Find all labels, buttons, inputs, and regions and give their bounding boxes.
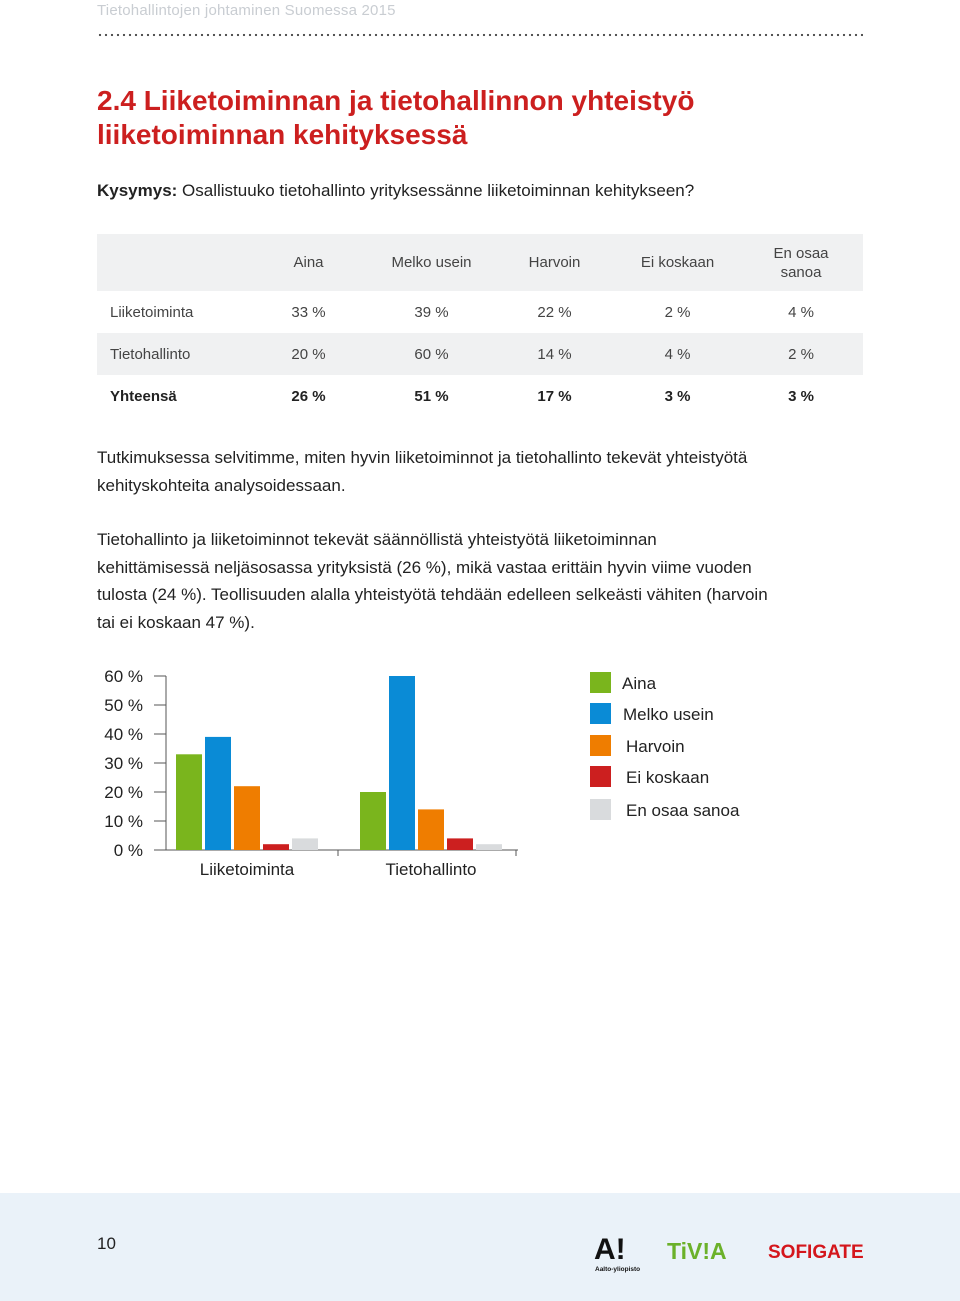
table-header-cell: Harvoin [528, 254, 581, 271]
paragraph-line: Tutkimuksessa selvitimme, miten hyvin liiketoiminnot ja tietohallinto tekevät yhteistyötä [97, 448, 748, 467]
legend-swatch [590, 703, 611, 724]
paragraph-2 [97, 526, 867, 636]
row-label: Liiketoiminta [110, 303, 194, 321]
x-category-label: Tietohallinto [385, 860, 477, 879]
table-header-cell: Aina [293, 254, 324, 271]
table-cell: 33 % [291, 303, 326, 321]
dotted-divider [97, 33, 863, 37]
legend-swatch [590, 799, 611, 820]
bar [476, 844, 502, 850]
x-category-label: Liiketoiminta [199, 860, 295, 879]
bar [447, 838, 473, 850]
y-tick-label: 40 % [104, 725, 143, 744]
section-title-line-1: 2.4 Liiketoiminnan ja tietohallinnon yhteistyö [97, 85, 695, 116]
legend-label: Ei koskaan [626, 768, 710, 787]
legend-label: Aina [622, 674, 657, 693]
aalto-logo-mark: A! [594, 1234, 626, 1266]
tivia-logo [667, 1238, 747, 1264]
sofigate-logo-text: SOFIGATE [768, 1242, 864, 1263]
bar [234, 786, 260, 850]
bar [263, 844, 289, 850]
legend-swatch [590, 672, 611, 693]
y-tick-label: 60 % [104, 667, 143, 686]
table-row [97, 333, 863, 375]
bar [360, 792, 386, 850]
table-cell: 2 % [664, 303, 691, 321]
table-cell: 20 % [291, 345, 326, 363]
paragraph-line: Tietohallinto ja liiketoiminnot tekevät säännöllistä yhteistyötä liiketoiminnan [97, 530, 657, 549]
question-label: Kysymys: [97, 181, 178, 200]
table-cell: 17 % [537, 387, 572, 405]
y-tick-label: 0 % [113, 841, 143, 860]
legend-label: Harvoin [626, 737, 685, 756]
legend-swatch [590, 766, 611, 787]
row-label: Yhteensä [110, 387, 177, 405]
bar [418, 809, 444, 850]
y-tick-label: 50 % [104, 696, 143, 715]
table-header-cell: En osaa sanoa [773, 244, 829, 281]
paragraph-line: kehittämisessä neljäsosassa yrityksistä (26 %), mikä vastaa erittäin hyvin viime vuoden [97, 557, 752, 577]
aalto-logo [594, 1234, 642, 1274]
question [97, 181, 694, 201]
legend-label: Melko usein [623, 705, 714, 724]
table-row [97, 291, 863, 333]
aalto-logo-caption: Aalto-yliopisto [595, 1266, 641, 1273]
bar [205, 737, 231, 850]
table-cell: 22 % [537, 303, 572, 321]
table-cell: 4 % [664, 345, 691, 363]
table-cell: 39 % [414, 303, 449, 321]
bar [389, 676, 415, 850]
paragraph-1 [97, 444, 867, 499]
table-cell: 3 % [788, 387, 814, 405]
question-text: Osallistuuko tietohallinto yrityksessänne liiketoiminnan kehitykseen? [177, 181, 695, 200]
table-header-cell: Melko usein [391, 254, 472, 271]
legend-swatch [590, 735, 611, 756]
table-header-row [97, 234, 863, 291]
table-cell: 2 % [788, 345, 814, 363]
paragraph-line: tulosta (24 %). Teollisuuden alalla yhteistyötä tehdään edelleen selkeästi vähiten (harvoin [97, 585, 768, 605]
table-cell: 14 % [537, 345, 572, 363]
section-title-line-2: liiketoiminnan kehityksessä [97, 119, 468, 150]
bar [292, 838, 318, 850]
row-label: Tietohallinto [110, 345, 191, 363]
paragraph-line: kehityskohteita analysoidessaan. [97, 475, 346, 495]
y-tick-label: 20 % [104, 783, 143, 802]
table-cell: 60 % [414, 345, 449, 363]
table-cell: 3 % [664, 387, 691, 405]
results-table [97, 234, 863, 417]
tivia-logo-text: TiV!A [667, 1238, 727, 1264]
paragraph-line: tai ei koskaan 47 %). [97, 612, 255, 632]
y-tick-label: 10 % [104, 812, 143, 831]
bar [176, 754, 202, 850]
page-number: 10 [97, 1234, 116, 1253]
y-tick-label: 30 % [104, 754, 143, 773]
sofigate-logo [768, 1238, 868, 1264]
table-cell: 26 % [291, 387, 326, 405]
table-cell: 4 % [788, 303, 814, 321]
running-header: Tietohallintojen johtaminen Suomessa 2015 [97, 2, 396, 19]
table-header-cell: Ei koskaan [640, 254, 715, 271]
table-row-total [97, 375, 863, 417]
bar-chart [90, 660, 540, 890]
chart-legend [590, 672, 820, 832]
legend-label: En osaa sanoa [626, 801, 740, 820]
table-cell: 51 % [414, 387, 449, 405]
section-title [97, 84, 857, 152]
